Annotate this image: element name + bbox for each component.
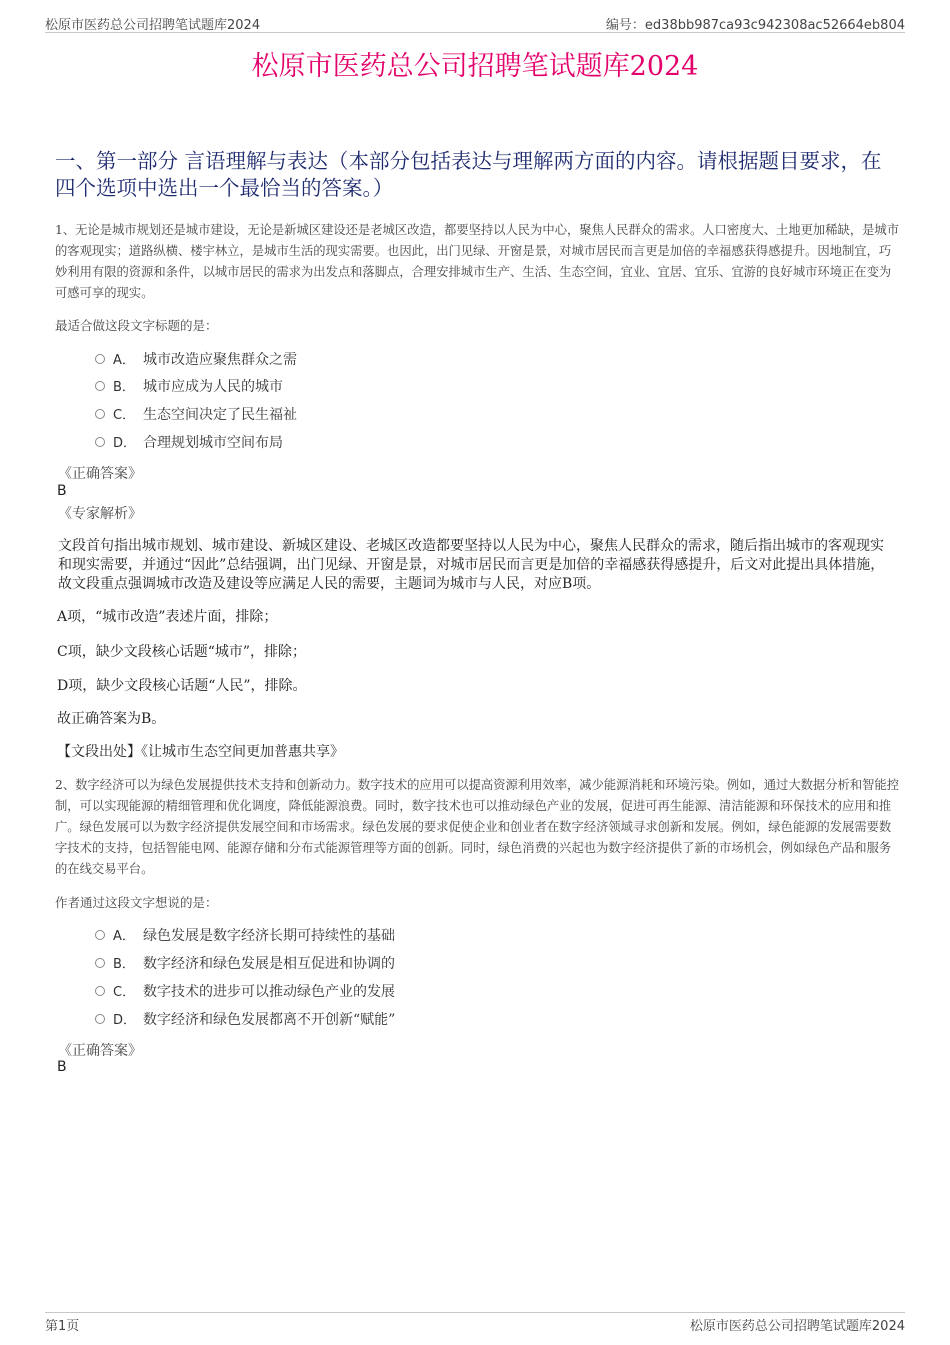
radio-icon[interactable] — [95, 409, 105, 419]
option-label: 绿色发展是数字经济长期可持续性的基础 — [143, 928, 395, 944]
page-title: 松原市医药总公司招聘笔试题库2024 — [251, 51, 699, 82]
section-heading: 一、第一部分 言语理解与表达（本部分包括表达与理解两方面的内容。请根据题目要求，在四个选项中选出一个最恰当的答案。） — [55, 149, 882, 200]
question-1-analysis-line-c: C项，缺少文段核心话题“城市”，排除； — [57, 644, 307, 660]
footer-doc-title: 松原市医药总公司招聘笔试题库2024 — [689, 1319, 905, 1334]
option-label: 数字技术的进步可以推动绿色产业的发展 — [143, 984, 395, 1000]
question-1-option-c[interactable] — [95, 404, 297, 426]
question-1-analysis-line-a: A项，“城市改造”表述片面，排除； — [57, 609, 278, 625]
option-label: 数字经济和绿色发展是相互促进和协调的 — [143, 956, 395, 972]
question-2-option-b[interactable] — [95, 953, 395, 975]
option-letter: A． — [113, 353, 135, 368]
question-1-analysis-label: 《专家解析》 — [58, 506, 142, 522]
question-2-prompt: 作者通过这段文字想说的是： — [55, 895, 218, 910]
question-1-conclusion: 故正确答案为B。 — [57, 711, 166, 727]
radio-icon[interactable] — [95, 381, 105, 391]
question-2-option-c[interactable] — [95, 981, 395, 1003]
question-1-analysis-line-d: D项，缺少文段核心话题“人民”，排除。 — [57, 678, 307, 694]
question-1-option-a[interactable] — [95, 349, 297, 371]
question-1-option-d[interactable] — [95, 432, 283, 454]
option-letter: B． — [113, 380, 135, 395]
question-1-answer: B — [57, 483, 67, 499]
option-label: 数字经济和绿色发展都离不开创新“赋能” — [143, 1012, 396, 1028]
question-1-text: 1、无论是城市规划还是城市建设，无论是新城区建设还是老城区改造，都要坚持以人民为中心，聚焦人民群众的需求。人口密度大、土地更加稀缺，是城市的客观现实；道路纵横、楼宇林立，是城市生活的现实需要。也因此，出门见绿、开窗是景，对城市居民而言更是加倍的幸福感获得感提升。因地制宜，巧妙利用有限的资源和条件，以城市居民的需求为出发点和落脚点，合理安排城市生产、生活、生态空间，宜业、宜居、宜乐、宜游的良好城市环境正在变为可感可享的现实。 — [55, 223, 900, 300]
option-letter: C． — [113, 408, 136, 423]
question-1-answer-label: 《正确答案》 — [58, 466, 142, 482]
radio-icon[interactable] — [95, 1014, 105, 1024]
option-label: 城市改造应聚焦群众之需 — [143, 352, 297, 368]
header-doc-title: 松原市医药总公司招聘笔试题库2024 — [45, 18, 261, 33]
radio-icon[interactable] — [95, 958, 105, 968]
question-2-text: 2、数字经济可以为绿色发展提供技术支持和创新动力。数字技术的应用可以提高资源利用效率，减少能源消耗和环境污染。例如，通过大数据分析和智能控制，可以实现能源的精细管理和优化调度，降低能源浪费。同时，数字技术也可以推动绿色产业的发展，促进可再生能源、清洁能源和环保技术的应用和推广。绿色发展可以为数字经济提供发展空间和市场需求。绿色发展的要求促使企业和创业者在数字经济领域寻求创新和发展。例如，绿色能源的发展需要数字技术的支持，包括智能电网、能源存储和分布式能源管理等方面的创新。同时，绿色消费的兴起也为数字经济提供了新的市场机会，例如绿色产品和服务的在线交易平台。 — [55, 778, 900, 876]
header-rule — [45, 32, 905, 33]
header-doc-id: 编号：ed38bb987ca93c942308ac52664eb804 — [605, 18, 905, 33]
option-letter: D． — [113, 1013, 137, 1028]
question-1-option-b[interactable] — [95, 376, 283, 398]
option-label: 生态空间决定了民生福祉 — [143, 407, 297, 423]
option-label: 合理规划城市空间布局 — [143, 435, 283, 451]
question-1-source: 【文段出处】《让城市生态空间更加普惠共享》 — [57, 744, 344, 760]
option-letter: C． — [113, 985, 136, 1000]
question-2-option-d[interactable] — [95, 1009, 395, 1031]
question-1-analysis: 文段首句指出城市规划、城市建设、新城区建设、老城区改造都要坚持以人民为中心，聚焦人民群众的需求，随后指出城市的客观现实和现实需要，并通过“因此”总结强调，出门见绿、开窗是景，对城市居民而言更是加倍的幸福感获得感提升，后文对此提出具体措施，故文段重点强调城市改造及建设等应满足人民的需要，主题词为城市与人民，对应B项。 — [58, 538, 885, 592]
question-1-prompt: 最适合做这段文字标题的是： — [55, 318, 218, 333]
radio-icon[interactable] — [95, 354, 105, 364]
radio-icon[interactable] — [95, 930, 105, 940]
footer-page-number: 第1页 — [45, 1319, 80, 1334]
question-2-answer-label: 《正确答案》 — [58, 1043, 142, 1059]
option-letter: D． — [113, 436, 137, 451]
option-label: 城市应成为人民的城市 — [143, 379, 283, 395]
radio-icon[interactable] — [95, 437, 105, 447]
question-2-answer: B — [57, 1059, 67, 1075]
radio-icon[interactable] — [95, 986, 105, 996]
question-2-option-a[interactable] — [95, 925, 395, 947]
option-letter: B． — [113, 957, 135, 972]
footer-rule — [45, 1312, 905, 1313]
option-letter: A． — [113, 929, 135, 944]
